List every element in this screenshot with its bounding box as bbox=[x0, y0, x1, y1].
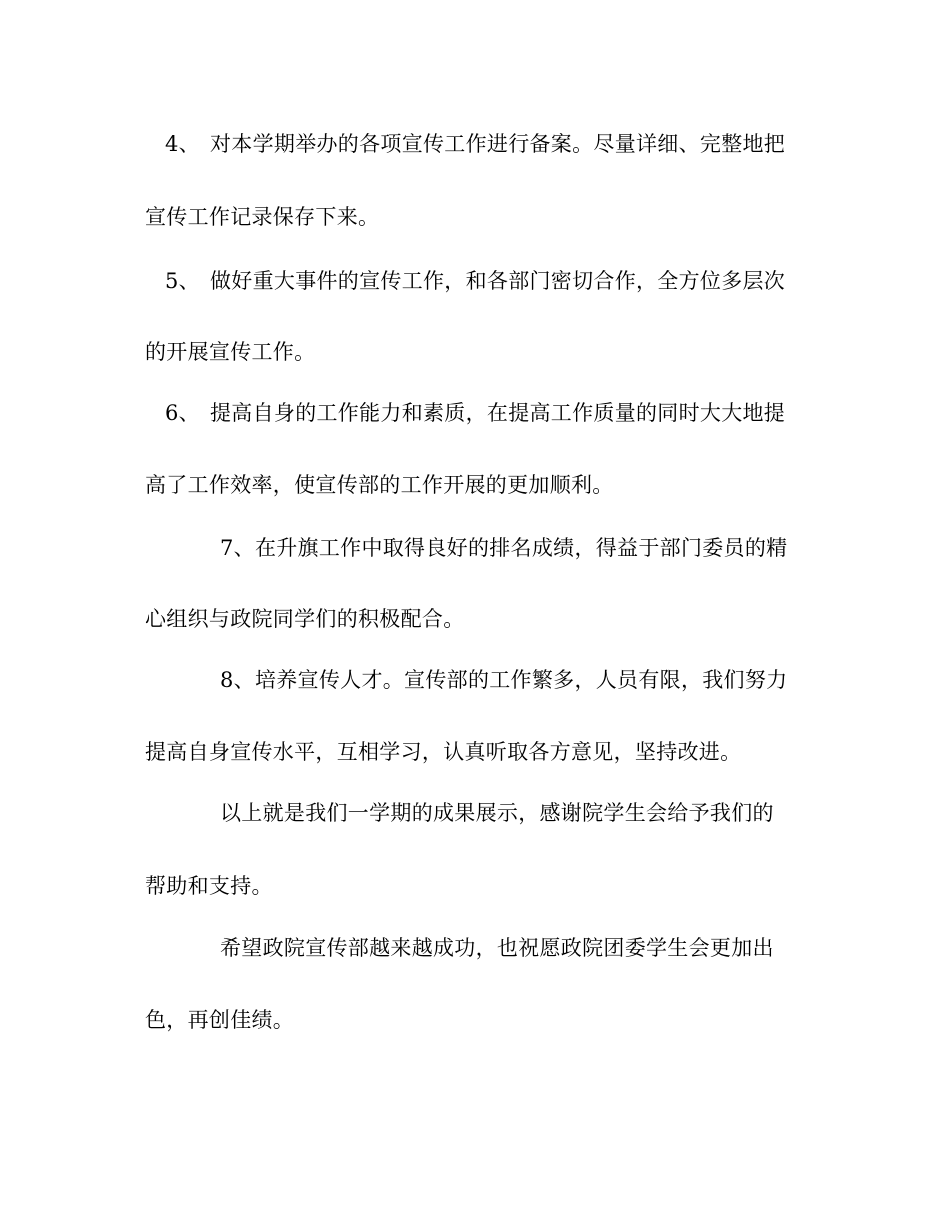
item-number-4: 4、 bbox=[165, 132, 200, 156]
summary-paragraph-line-1: 以上就是我们一学期的成果展示，感谢院学生会给予我们的 bbox=[220, 801, 774, 825]
item-4-line-1: 对本学期举办的各项宣传工作进行备案。尽量详细、完整地把 bbox=[210, 132, 786, 156]
paragraph-8-line-2: 提高自身宣传水平，互相学习，认真听取各方意见，坚持改进。 bbox=[145, 740, 742, 764]
closing-paragraph-line-1: 希望政院宣传部越来越成功，也祝愿政院团委学生会更加出 bbox=[220, 936, 774, 960]
item-6-line-2: 高了工作效率，使宣传部的工作开展的更加顺利。 bbox=[145, 473, 614, 497]
closing-paragraph-line-2: 色，再创佳绩。 bbox=[145, 1008, 295, 1032]
item-6-line-1: 提高自身的工作能力和素质，在提高工作质量的同时大大地提 bbox=[210, 401, 786, 425]
summary-paragraph-line-2: 帮助和支持。 bbox=[145, 874, 273, 898]
item-5-line-1: 做好重大事件的宣传工作，和各部门密切合作，全方位多层次 bbox=[210, 269, 786, 293]
paragraph-7-line-1: 7、在升旗工作中取得良好的排名成绩，得益于部门委员的精 bbox=[220, 536, 788, 560]
paragraph-8-line-1: 8、培养宣传人才。宣传部的工作繁多，人员有限，我们努力 bbox=[220, 668, 788, 692]
paragraph-7-line-2: 心组织与政院同学们的积极配合。 bbox=[145, 607, 465, 631]
item-4-line-2: 宣传工作记录保存下来。 bbox=[145, 205, 380, 229]
item-number-6: 6、 bbox=[165, 401, 200, 425]
item-5-line-2: 的开展宣传工作。 bbox=[145, 340, 316, 364]
item-number-5: 5、 bbox=[165, 269, 200, 293]
